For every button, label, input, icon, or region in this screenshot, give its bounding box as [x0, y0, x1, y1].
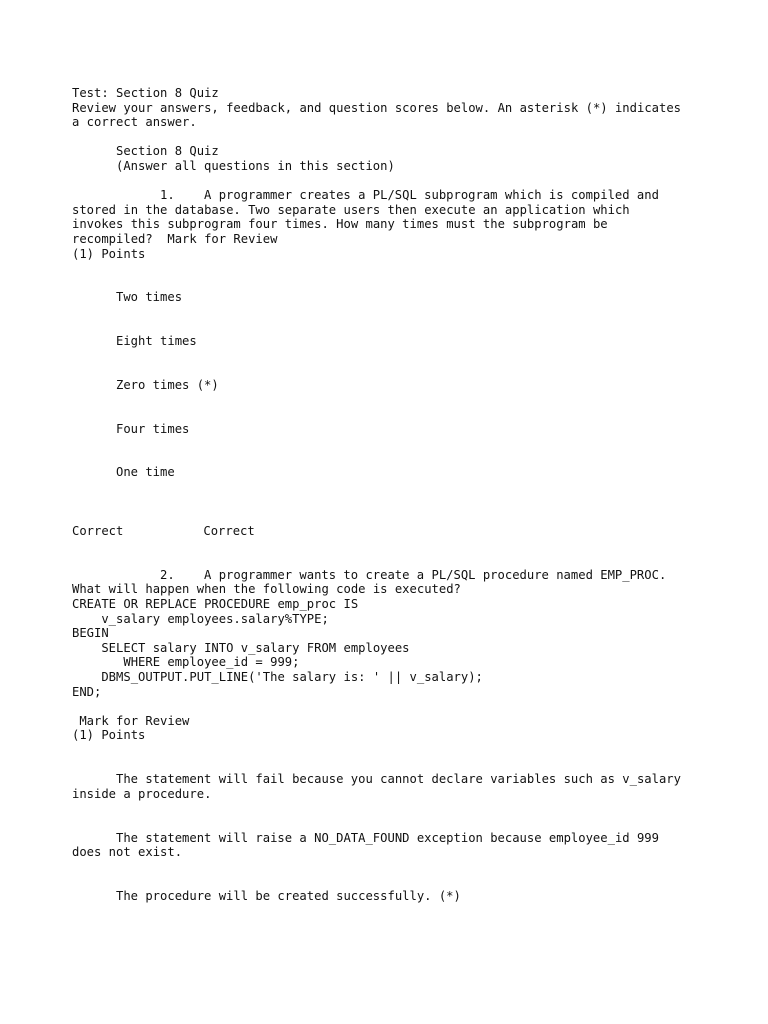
question-1-option-4: Four times [116, 421, 190, 436]
question-1-result [72, 524, 712, 539]
question-1-text-line-2: stored in the database. Two separate users then execute an application which [72, 202, 630, 217]
option-text-line-1: The statement will raise a NO_DATA_FOUND exception because employee_id 999 [116, 830, 659, 845]
question-1-option-1: Two times [116, 290, 183, 305]
question-2-option-1 [72, 772, 712, 801]
quiz-document [72, 86, 712, 903]
question-1-option-5: One time [116, 465, 175, 480]
option-text-line-2: inside a procedure. [72, 786, 212, 801]
code-line: DBMS_OUTPUT.PUT_LINE('The salary is: ' || v_salary); [72, 669, 483, 684]
code-line: v_salary employees.salary%TYPE; [72, 611, 329, 626]
instructions-line-1: Review your answers, feedback, and question scores below. An asterisk (*) indicates [72, 100, 682, 115]
test-title: Test: Section 8 Quiz [72, 86, 219, 100]
question-2-points: (1) Points [72, 728, 146, 743]
question-1-result-feedback: Correct [203, 524, 255, 539]
option-text-line-2: does not exist. [72, 845, 183, 860]
option-text-line-1: The statement will fail because you cannot declare variables such as v_salary [116, 772, 681, 787]
code-line: END; [72, 684, 102, 699]
question-1-option-2: Eight times [116, 334, 197, 349]
question-1-points: (1) Points [72, 246, 146, 261]
question-2-option-3 [72, 889, 712, 904]
question-1-text-line-1: 1. A programmer creates a PL/SQL subprogram which is compiled and [160, 188, 659, 203]
code-line: CREATE OR REPLACE PROCEDURE emp_proc IS [72, 597, 359, 611]
code-line: SELECT salary INTO v_salary FROM employees [72, 640, 410, 655]
question-2-mark-for-review: Mark for Review [72, 713, 190, 728]
question-2-option-2 [72, 831, 712, 860]
question-1-result-label: Correct [72, 524, 124, 539]
section-title: Section 8 Quiz [116, 144, 219, 159]
option-text-line-1: The procedure will be created successfully. (*) [116, 888, 461, 903]
instructions-line-2: a correct answer. [72, 115, 197, 130]
code-line: WHERE employee_id = 999; [72, 655, 300, 670]
question-2-text-line-1: 2. A programmer wants to create a PL/SQL procedure named EMP_PROC. [160, 567, 667, 582]
question-1-option-3: Zero times (*) [116, 377, 219, 392]
question-1-text-line-4: recompiled? Mark for Review [72, 231, 278, 246]
question-1-text-line-3: invokes this subprogram four times. How many times must the subprogram be [72, 217, 608, 232]
question-2-text-line-2: What will happen when the following code is executed? [72, 582, 461, 597]
question-2-code-block [72, 597, 712, 699]
question-2 [72, 568, 712, 904]
question-1 [72, 188, 712, 538]
code-line: BEGIN [72, 626, 109, 641]
section-subtitle: (Answer all questions in this section) [116, 158, 395, 173]
